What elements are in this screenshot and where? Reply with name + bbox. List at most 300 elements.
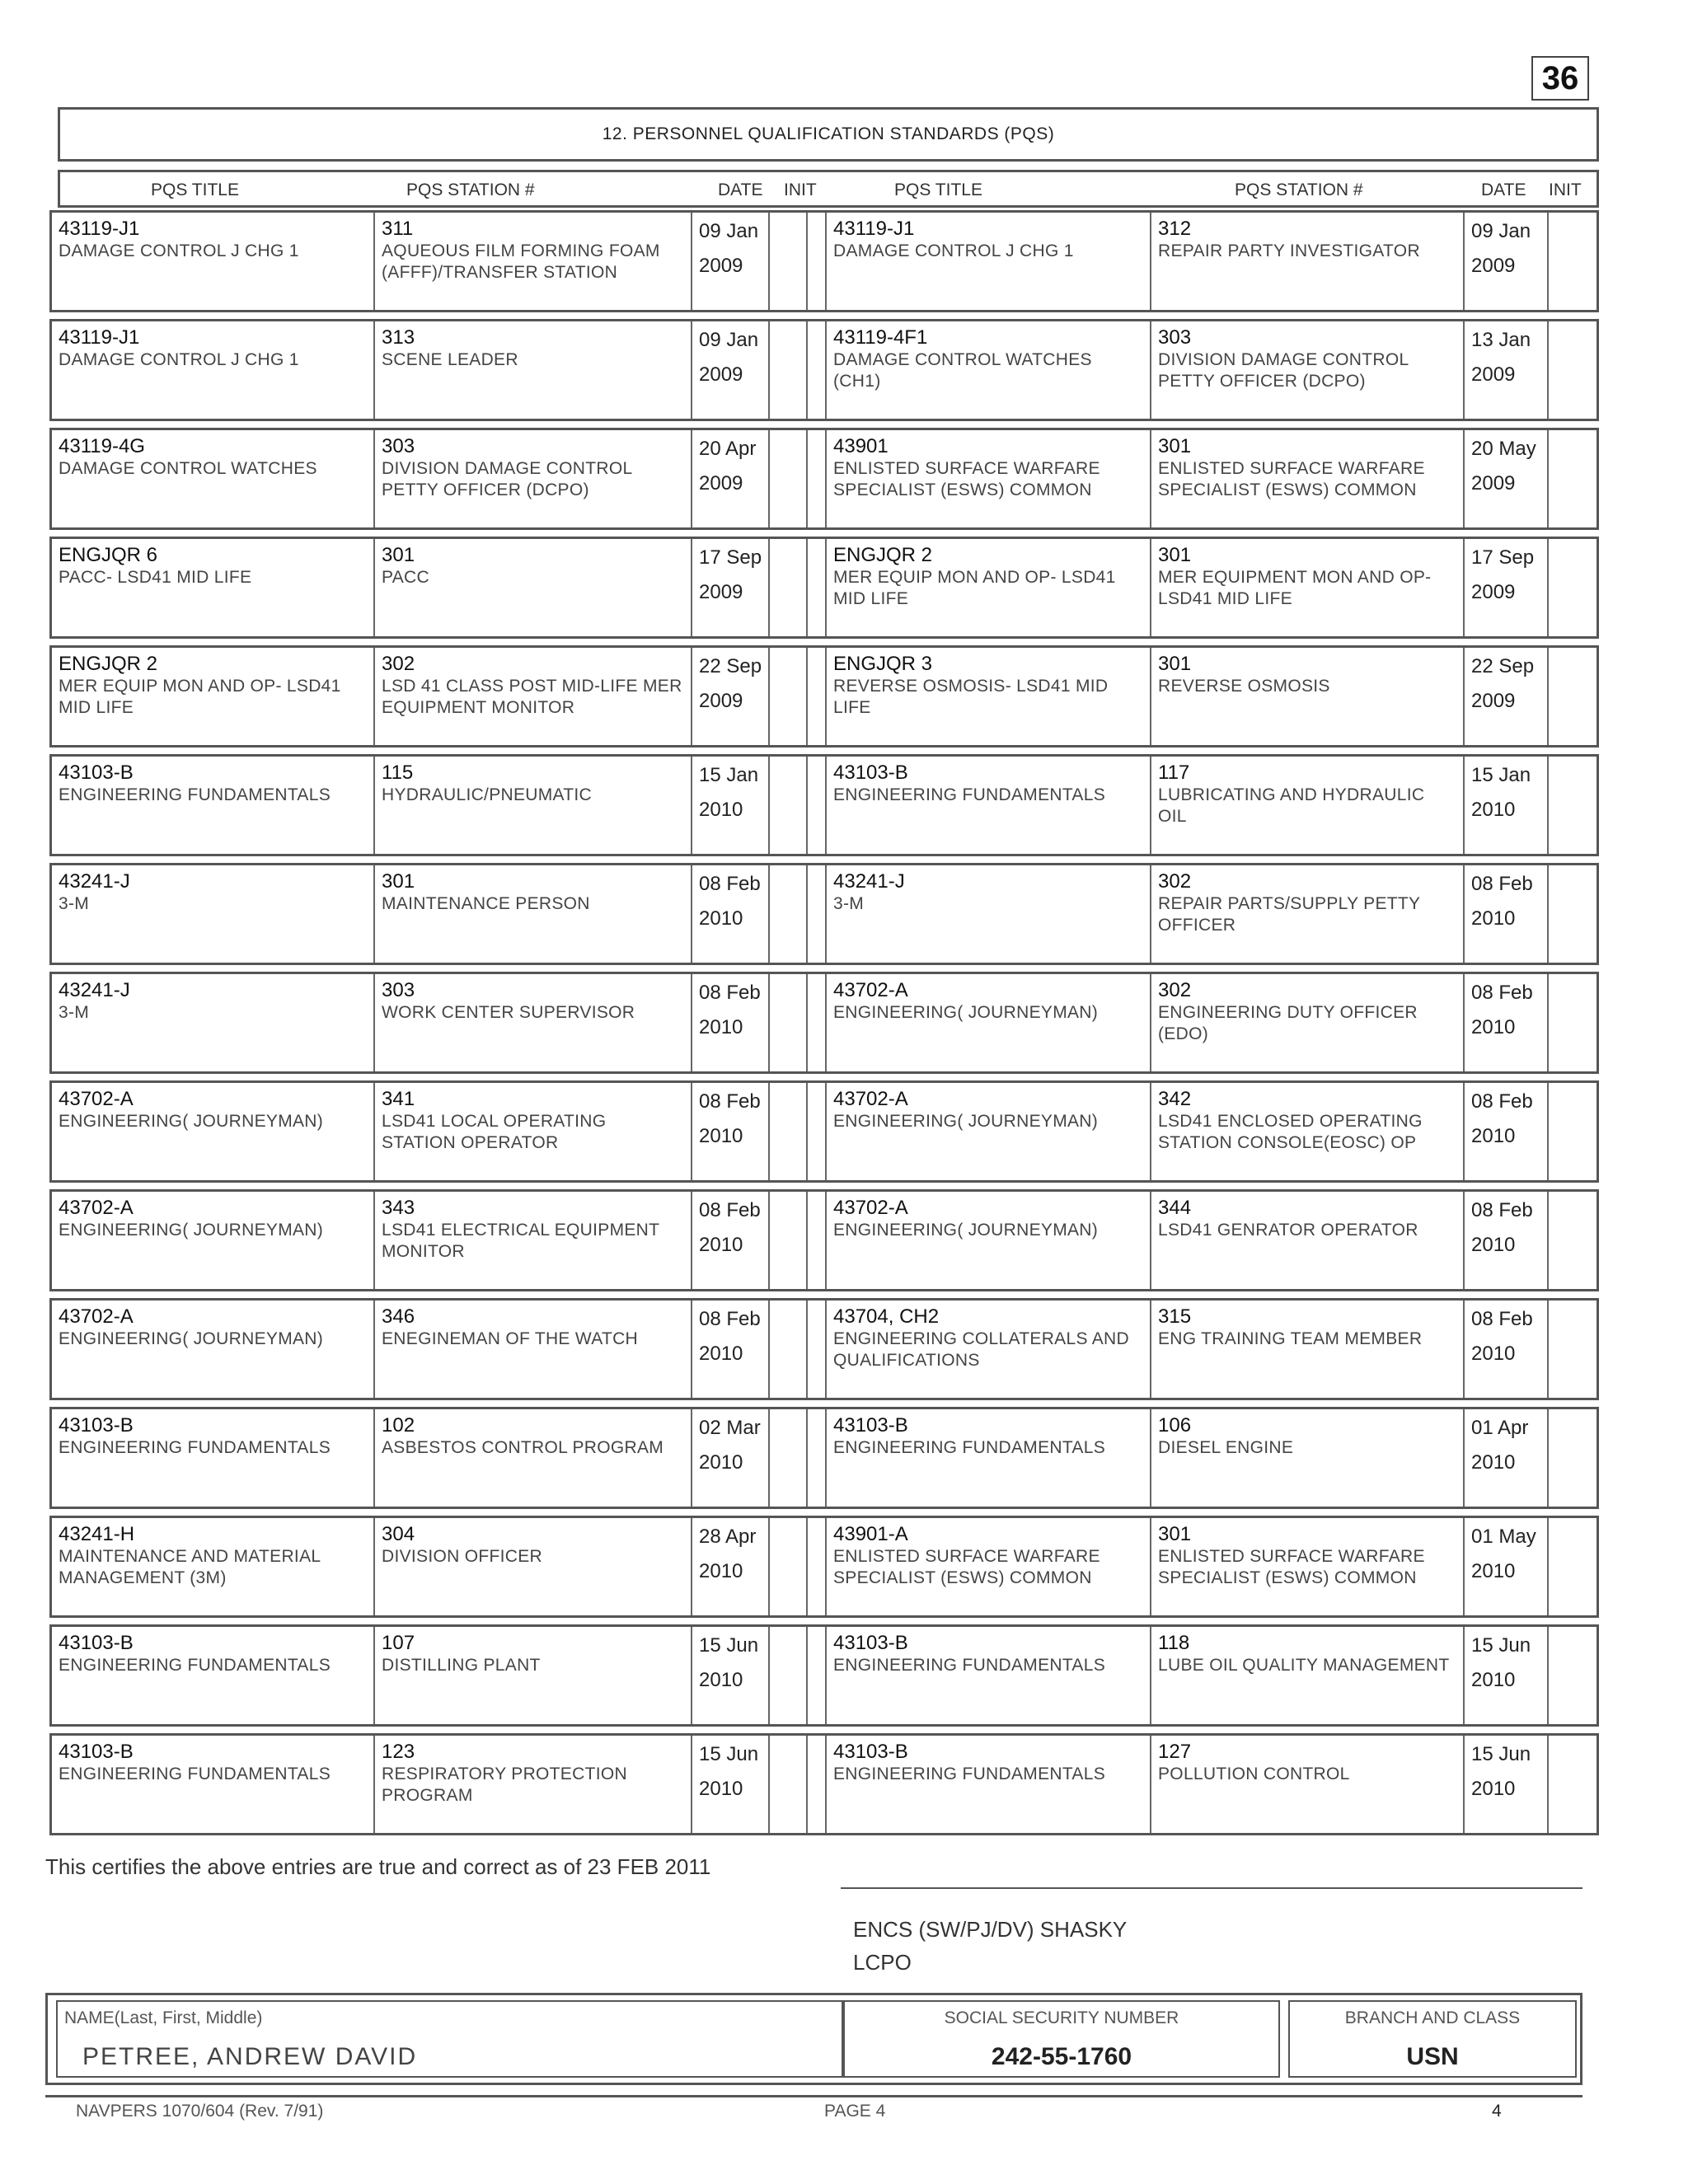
date-day-month: 09 Jan [699,220,759,242]
date-cell [691,539,768,636]
column-header-row [58,170,1599,208]
station-name: ASBESTOS CONTROL PROGRAM [382,1438,664,1457]
date-year: 2010 [699,907,743,930]
date-year: 2009 [1471,472,1516,494]
column-divider [806,865,827,963]
pqs-title-cell [827,1627,1150,1724]
pqs-station-cell [373,865,691,963]
date-year: 2010 [1471,1234,1516,1256]
date-day-month: 08 Feb [699,1199,761,1221]
date-cell [691,1518,768,1615]
date-year: 2010 [1471,1669,1516,1691]
init-cell [768,648,806,745]
column-divider [806,1409,827,1507]
date-cell [691,648,768,745]
name-label: NAME(Last, First, Middle) [64,2008,263,2027]
column-divider [806,539,827,636]
pqs-code: 43119-J1 [833,218,915,240]
station-number: 303 [382,435,415,457]
date-day-month: 17 Sep [1471,546,1535,569]
pqs-station-cell [373,1627,691,1724]
table-row [49,1516,1599,1618]
pqs-code: 43119-J1 [59,218,140,240]
date-year: 2010 [1471,799,1516,821]
date-day-month: 22 Sep [699,655,762,677]
pqs-code: 43702-A [59,1305,134,1328]
date-year: 2009 [1471,255,1516,277]
init-cell [768,1301,806,1398]
station-number: 118 [1158,1632,1190,1654]
pqs-title-cell [52,1192,373,1289]
date-year: 2010 [699,1234,743,1256]
date-cell [1463,757,1547,854]
pqs-title-cell [52,974,373,1071]
pqs-code: 43103-B [59,1414,134,1436]
station-name: DIVISION OFFICER [382,1547,542,1566]
pqs-title: ENGINEERING( JOURNEYMAN) [833,1112,1099,1131]
date-day-month: 08 Feb [1471,1090,1533,1113]
date-year: 2010 [699,1669,743,1691]
pqs-title-cell [52,757,373,854]
date-cell [1463,1518,1547,1615]
station-number: 302 [382,653,415,675]
pqs-code: 43702-A [833,1088,908,1110]
pqs-station-cell [373,1518,691,1615]
date-day-month: 08 Feb [699,1308,761,1330]
date-day-month: 01 Apr [1471,1417,1529,1439]
pqs-station-cell [373,321,691,419]
date-day-month: 08 Feb [1471,982,1533,1004]
date-cell [691,430,768,527]
station-number: 107 [382,1632,415,1654]
init-cell [1547,1627,1585,1724]
init-cell [768,539,806,636]
date-year: 2010 [1471,1560,1516,1582]
date-day-month: 08 Feb [1471,1199,1533,1221]
table-row [49,1189,1599,1291]
date-day-month: 15 Jan [699,764,759,786]
pqs-title-cell [52,1083,373,1180]
pqs-station-cell [373,1736,691,1833]
station-number: 123 [382,1741,415,1763]
date-year: 2010 [1471,1778,1516,1800]
pqs-title: PACC- LSD41 MID LIFE [59,568,252,587]
date-cell [691,757,768,854]
station-name: LSD41 ELECTRICAL EQUIPMENT MONITOR [382,1221,659,1261]
pqs-title-cell [827,1736,1150,1833]
pqs-title: ENLISTED SURFACE WARFARE SPECIALIST (ESWS) COMMON [833,1547,1100,1587]
pqs-station-cell [1150,1518,1463,1615]
pqs-title-cell [52,1518,373,1615]
date-year: 2010 [1471,1125,1516,1147]
pqs-code: ENGJQR 2 [59,653,158,675]
date-cell [1463,213,1547,310]
station-name: DIVISION DAMAGE CONTROL PETTY OFFICER (DCPO) [1158,350,1409,391]
date-day-month: 17 Sep [699,546,762,569]
column-divider [806,974,827,1071]
station-name: ENLISTED SURFACE WARFARE SPECIALIST (ESWS) COMMON [1158,1547,1425,1587]
table-row [49,1407,1599,1509]
pqs-title: DAMAGE CONTROL WATCHES [59,459,317,478]
station-name: PACC [382,568,429,587]
init-cell [1547,213,1585,310]
table-row [49,1080,1599,1183]
pqs-title-cell [827,1409,1150,1507]
init-cell [1547,648,1585,745]
init-cell [768,1192,806,1289]
table-row [49,972,1599,1074]
page-label: PAGE 4 [824,2102,886,2121]
date-cell [1463,974,1547,1071]
pqs-code: 43103-B [59,1632,134,1654]
init-cell [768,1518,806,1615]
station-name: DISTILLING PLANT [382,1656,541,1675]
init-cell [1547,430,1585,527]
pqs-code: 43241-J [59,979,130,1001]
station-number: 311 [382,218,414,240]
date-day-month: 28 Apr [699,1526,757,1548]
name-value: PETREE, ANDREW DAVID [82,2043,418,2070]
pqs-code: 43119-4G [59,435,145,457]
pqs-title: ENGINEERING COLLATERALS AND QUALIFICATIONS [833,1329,1129,1370]
pqs-code: 43103-B [833,1632,908,1654]
station-number: 313 [382,326,415,349]
pqs-title-cell [52,430,373,527]
date-cell [691,974,768,1071]
date-day-month: 15 Jun [699,1743,759,1765]
date-year: 2010 [699,1778,743,1800]
station-name: ENLISTED SURFACE WARFARE SPECIALIST (ESWS) COMMON [1158,459,1425,499]
date-day-month: 08 Feb [699,982,761,1004]
station-number: 343 [382,1197,415,1219]
pqs-code: 43103-B [833,1414,908,1436]
page-number-box: 36 [1531,56,1589,101]
pqs-title: DAMAGE CONTROL WATCHES (CH1) [833,350,1092,391]
col-header-init-left: INIT [784,180,817,199]
date-day-month: 15 Jun [1471,1634,1531,1657]
pqs-title: ENGINEERING( JOURNEYMAN) [59,1329,324,1348]
pqs-title-cell [52,1736,373,1833]
column-divider [806,1192,827,1289]
date-year: 2009 [1471,581,1516,603]
signer-title: LCPO [853,1950,912,1975]
ssn-label: SOCIAL SECURITY NUMBER [944,2008,1179,2027]
station-name: WORK CENTER SUPERVISOR [382,1003,635,1022]
pqs-station-cell [1150,757,1463,854]
column-divider [806,430,827,527]
date-year: 2010 [699,799,743,821]
init-cell [1547,1518,1585,1615]
init-cell [768,865,806,963]
date-year: 2010 [699,1560,743,1582]
date-year: 2009 [1471,363,1516,386]
table-row [49,1298,1599,1400]
pqs-title-cell [827,1301,1150,1398]
date-year: 2010 [699,1451,743,1474]
pqs-station-cell [1150,1736,1463,1833]
pqs-title-cell [827,974,1150,1071]
init-cell [1547,1736,1585,1833]
pqs-title: ENGINEERING FUNDAMENTALS [59,1765,331,1783]
date-year: 2009 [699,690,743,712]
date-day-month: 13 Jan [1471,329,1531,351]
page-num: 4 [1492,2102,1502,2121]
pqs-station-cell [373,757,691,854]
date-cell [1463,321,1547,419]
station-number: 106 [1158,1414,1192,1436]
station-number: 302 [1158,870,1192,893]
pqs-code: 43702-A [833,1197,908,1219]
station-name: LSD 41 CLASS POST MID-LIFE MER EQUIPMENT MONITOR [382,677,682,717]
date-day-month: 20 May [1471,438,1536,460]
pqs-code: 43241-J [59,870,130,893]
station-name: AQUEOUS FILM FORMING FOAM (AFFF)/TRANSFER STATION [382,241,660,282]
column-divider [806,1301,827,1398]
date-cell [1463,648,1547,745]
table-row [49,863,1599,965]
init-cell [768,974,806,1071]
date-day-month: 08 Feb [1471,873,1533,895]
date-year: 2009 [699,581,743,603]
pqs-title: MER EQUIP MON AND OP- LSD41 MID LIFE [59,677,341,717]
station-number: 301 [1158,1523,1192,1545]
pqs-title-cell [827,1083,1150,1180]
init-cell [1547,1301,1585,1398]
pqs-title: ENGINEERING( JOURNEYMAN) [59,1112,324,1131]
station-number: 341 [382,1088,415,1110]
name-cell [56,2000,843,2078]
pqs-code: ENGJQR 2 [833,544,933,566]
pqs-station-cell [1150,648,1463,745]
date-cell [1463,1301,1547,1398]
pqs-title: REVERSE OSMOSIS- LSD41 MID LIFE [833,677,1109,717]
pqs-title-cell [52,1409,373,1507]
pqs-title-cell [52,321,373,419]
pqs-title: DAMAGE CONTROL J CHG 1 [833,241,1074,260]
station-number: 102 [382,1414,415,1436]
date-day-month: 15 Jun [699,1634,759,1657]
date-year: 2009 [699,472,743,494]
date-year: 2009 [699,255,743,277]
date-cell [1463,1736,1547,1833]
station-number: 117 [1158,762,1190,784]
date-year: 2010 [1471,1343,1516,1365]
date-day-month: 15 Jan [1471,764,1531,786]
station-number: 315 [1158,1305,1192,1328]
date-day-month: 09 Jan [1471,220,1531,242]
date-cell [691,321,768,419]
column-divider [806,648,827,745]
pqs-title: ENGINEERING FUNDAMENTALS [833,1656,1106,1675]
pqs-code: ENGJQR 6 [59,544,158,566]
pqs-station-cell [1150,974,1463,1071]
station-number: 127 [1158,1741,1192,1763]
station-name: LUBRICATING AND HYDRAULIC OIL [1158,785,1425,826]
init-cell [768,757,806,854]
pqs-code: 43901-A [833,1523,908,1545]
pqs-title-cell [52,1301,373,1398]
section-title: 12. PERSONNEL QUALIFICATION STANDARDS (PQS) [58,107,1599,162]
pqs-title: ENLISTED SURFACE WARFARE SPECIALIST (ESWS) COMMON [833,459,1100,499]
column-divider [806,321,827,419]
form-id: NAVPERS 1070/604 (Rev. 7/91) [76,2102,324,2121]
pqs-station-cell [1150,1627,1463,1724]
pqs-title-cell [827,321,1150,419]
identification-block [45,1993,1582,2085]
pqs-title-cell [827,430,1150,527]
date-day-month: 20 Apr [699,438,757,460]
station-number: 301 [382,870,415,893]
table-row [49,754,1599,856]
date-day-month: 01 May [1471,1526,1536,1548]
init-cell [1547,865,1585,963]
init-cell [768,1627,806,1724]
pqs-title-cell [52,539,373,636]
date-cell [691,1083,768,1180]
table-row [49,537,1599,639]
init-cell [1547,539,1585,636]
station-name: DIVISION DAMAGE CONTROL PETTY OFFICER (DCPO) [382,459,632,499]
col-header-pqs-title-right: PQS TITLE [894,180,982,199]
pqs-station-cell [1150,1192,1463,1289]
station-number: 115 [382,762,414,784]
init-cell [768,1736,806,1833]
col-header-init-right: INIT [1549,180,1582,199]
init-cell [1547,1083,1585,1180]
pqs-code: 43119-4F1 [833,326,928,349]
branch-cell [1288,2000,1577,2078]
init-cell [768,1409,806,1507]
pqs-title: DAMAGE CONTROL J CHG 1 [59,350,299,369]
date-year: 2010 [699,1343,743,1365]
init-cell [768,213,806,310]
station-name: SCENE LEADER [382,350,518,369]
pqs-title-cell [827,213,1150,310]
init-cell [768,1083,806,1180]
station-name: REVERSE OSMOSIS [1158,677,1330,696]
pqs-title-cell [52,865,373,963]
pqs-title: 3-M [833,894,865,913]
init-cell [768,321,806,419]
pqs-code: ENGJQR 3 [833,653,933,675]
pqs-station-cell [1150,430,1463,527]
pqs-title: DAMAGE CONTROL J CHG 1 [59,241,299,260]
pqs-title: ENGINEERING FUNDAMENTALS [59,1438,331,1457]
pqs-code: 43103-B [59,1741,134,1763]
pqs-title: MAINTENANCE AND MATERIAL MANAGEMENT (3M) [59,1547,321,1587]
station-name: RESPIRATORY PROTECTION PROGRAM [382,1765,627,1805]
column-divider [806,1518,827,1615]
column-divider [806,1627,827,1724]
pqs-station-cell [373,974,691,1071]
pqs-title: 3-M [59,894,90,913]
table-row [49,645,1599,748]
station-name: ENEGINEMAN OF THE WATCH [382,1329,639,1348]
pqs-station-cell [373,430,691,527]
signature-line [841,1887,1582,1889]
pqs-code: 43702-A [59,1088,134,1110]
station-number: 302 [1158,979,1192,1001]
date-day-month: 09 Jan [699,329,759,351]
pqs-code: 43119-J1 [59,326,140,349]
init-cell [1547,321,1585,419]
pqs-title: ENGINEERING( JOURNEYMAN) [833,1221,1099,1240]
station-name: HYDRAULIC/PNEUMATIC [382,785,593,804]
date-year: 2010 [1471,1451,1516,1474]
date-cell [691,1192,768,1289]
station-name: LSD41 GENRATOR OPERATOR [1158,1221,1418,1240]
date-year: 2010 [699,1125,743,1147]
date-day-month: 08 Feb [1471,1308,1533,1330]
table-row [49,428,1599,530]
date-cell [1463,1409,1547,1507]
date-cell [1463,1627,1547,1724]
col-header-date-left: DATE [718,180,763,199]
pqs-station-cell [373,1083,691,1180]
date-year: 2009 [699,363,743,386]
col-header-pqs-station-right: PQS STATION # [1235,180,1363,199]
pqs-code: 43702-A [59,1197,134,1219]
ssn-value: 242-55-1760 [991,2043,1132,2070]
date-year: 2010 [1471,907,1516,930]
pqs-station-cell [1150,1083,1463,1180]
pqs-title-cell [827,1518,1150,1615]
station-number: 344 [1158,1197,1192,1219]
station-name: LSD41 ENCLOSED OPERATING STATION CONSOLE(EOSC) OP [1158,1112,1423,1152]
pqs-title-cell [827,757,1150,854]
pqs-title: ENGINEERING FUNDAMENTALS [59,785,331,804]
branch-label: BRANCH AND CLASS [1344,2008,1521,2027]
branch-value: USN [1406,2043,1459,2070]
pqs-title: ENGINEERING( JOURNEYMAN) [59,1221,324,1240]
pqs-station-cell [1150,213,1463,310]
date-cell [691,1301,768,1398]
pqs-station-cell [373,539,691,636]
table-row [49,319,1599,421]
table-row [49,1624,1599,1727]
pqs-station-cell [373,1192,691,1289]
certification-text: This certifies the above entries are true and correct as of 23 FEB 2011 [45,1854,711,1879]
station-name: MAINTENANCE PERSON [382,894,590,913]
pqs-station-cell [373,648,691,745]
date-day-month: 15 Jun [1471,1743,1531,1765]
pqs-title: ENGINEERING FUNDAMENTALS [59,1656,331,1675]
date-cell [1463,430,1547,527]
station-number: 301 [1158,653,1192,675]
station-name: ENGINEERING DUTY OFFICER (EDO) [1158,1003,1418,1043]
station-number: 342 [1158,1088,1192,1110]
pqs-title-cell [52,213,373,310]
date-cell [1463,539,1547,636]
date-cell [691,213,768,310]
pqs-title: ENGINEERING FUNDAMENTALS [833,785,1106,804]
pqs-station-cell [1150,539,1463,636]
station-number: 312 [1158,218,1192,240]
pqs-title: MER EQUIP MON AND OP- LSD41 MID LIFE [833,568,1116,608]
date-cell [1463,1192,1547,1289]
init-cell [1547,1409,1585,1507]
pqs-title-cell [827,539,1150,636]
footer-rule [45,2095,1582,2097]
station-number: 301 [1158,544,1192,566]
station-name: DIESEL ENGINE [1158,1438,1294,1457]
date-day-month: 22 Sep [1471,655,1535,677]
column-divider [806,1083,827,1180]
station-name: LUBE OIL QUALITY MANAGEMENT [1158,1656,1450,1675]
column-divider [806,213,827,310]
column-divider [806,1736,827,1833]
station-name: REPAIR PARTS/SUPPLY PETTY OFFICER [1158,894,1420,935]
